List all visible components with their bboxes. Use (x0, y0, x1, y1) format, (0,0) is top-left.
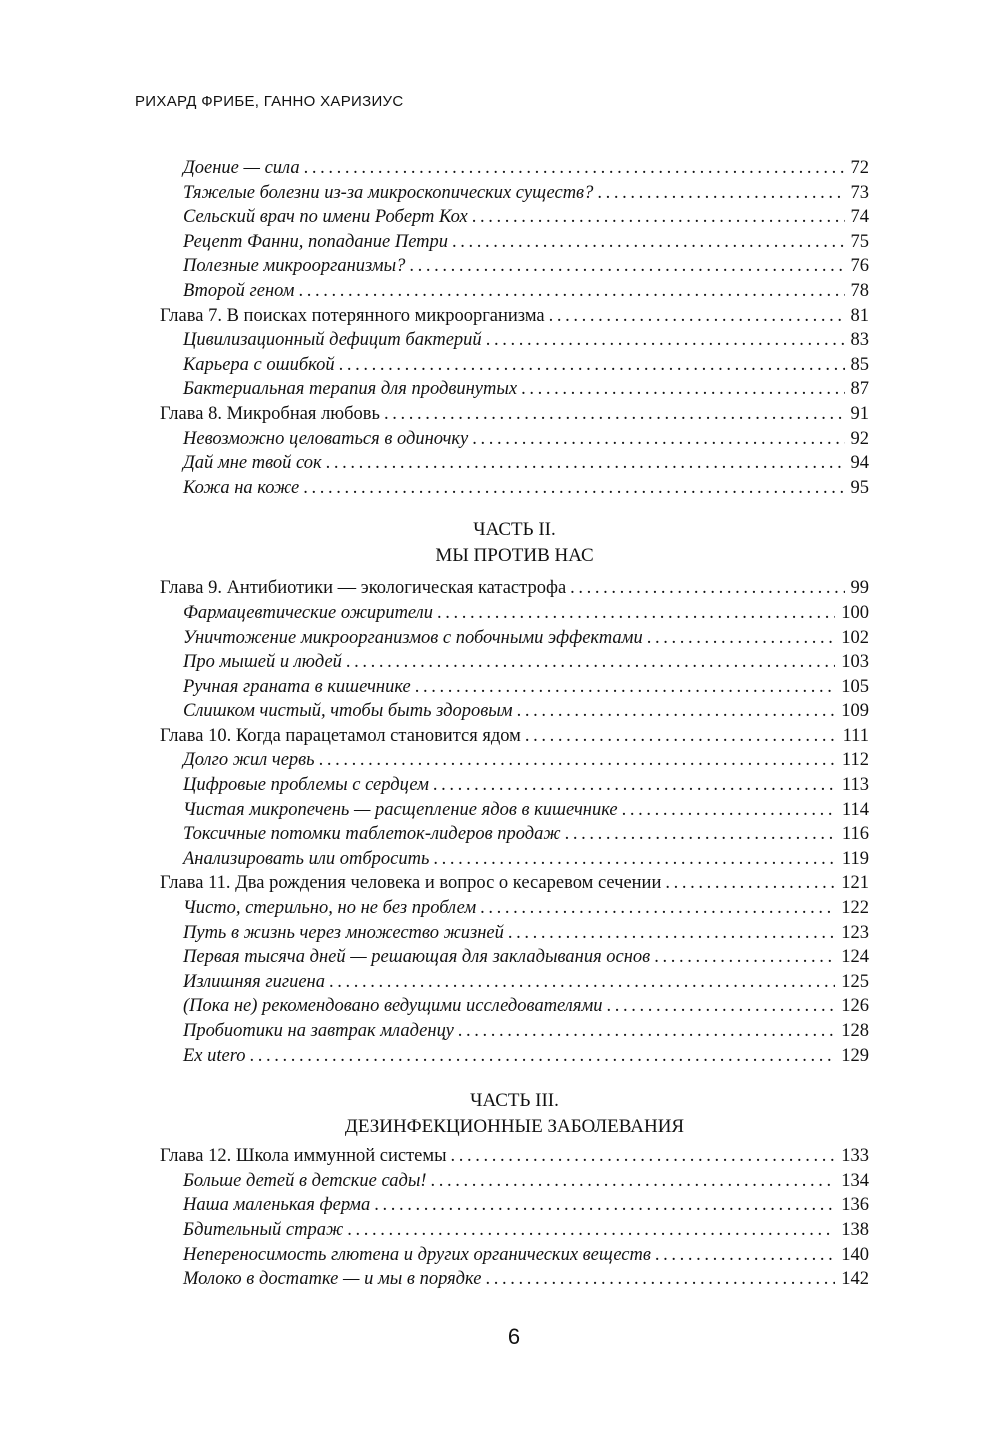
toc-section-entry (160, 626, 869, 651)
dot-leader (294, 279, 844, 304)
entry-page: 129 (841, 1045, 869, 1066)
entry-title: Дай мне твой сок (183, 453, 322, 474)
dot-leader (661, 871, 835, 896)
entry-page: 76 (850, 256, 869, 277)
dot-leader (380, 402, 845, 427)
part-heading-3 (160, 1088, 869, 1139)
entry-page: 85 (850, 354, 869, 375)
toc-section-entry (160, 798, 869, 823)
entry-page: 142 (841, 1269, 869, 1290)
entry-page: 109 (841, 701, 869, 722)
entry-title: Анализировать или отбросить (183, 848, 430, 869)
page-number: 6 (507, 1324, 521, 1349)
toc-section-entry (160, 699, 869, 724)
dot-leader (411, 675, 836, 700)
entry-page: 123 (841, 922, 869, 943)
dot-leader (468, 205, 845, 230)
toc-section-entry (160, 476, 869, 501)
toc-section-entry (160, 748, 869, 773)
entry-title: Ручная граната в кишечнике (183, 676, 411, 697)
entry-page: 125 (841, 971, 869, 992)
entry-title: Карьера с ошибкой (183, 354, 335, 375)
entry-page: 133 (841, 1146, 869, 1167)
toc-section-entry (160, 1193, 869, 1218)
entry-page: 112 (841, 750, 869, 771)
entry-page: 72 (850, 158, 869, 178)
entry-page: 94 (850, 453, 869, 474)
part-title: ДЕЗИНФЕКЦИОННЫЕ ЗАБОЛЕВАНИЯ (344, 1115, 685, 1137)
entry-title: Чистая микропечень — расщепление ядов в кишечнике (183, 799, 618, 820)
dot-leader (427, 1169, 836, 1194)
dot-leader (448, 230, 844, 255)
dot-leader (429, 773, 836, 798)
dot-leader (643, 626, 836, 651)
toc-section-entry (160, 451, 869, 476)
toc-section-entry (160, 1169, 869, 1194)
entry-title: Уничтожение микроорганизмов с побочными эффектами (183, 627, 643, 648)
dot-leader (517, 377, 844, 402)
entry-title: Глава 7. В поисках потерянного микроорганизма (160, 305, 545, 326)
toc-section-entry (160, 1019, 869, 1044)
entry-title: Тяжелые болезни из-за микроскопических существ? (183, 182, 594, 203)
running-header: РИХАРД ФРИБЕ, ГАННО ХАРИЗИУС (135, 93, 404, 110)
entry-page: 105 (841, 676, 869, 697)
toc-section-entry (160, 921, 869, 946)
entry-title: Глава 8. Микробная любовь (160, 403, 380, 424)
entry-page: 102 (841, 627, 869, 648)
toc-section-entry (160, 601, 869, 626)
entry-page: 99 (850, 578, 869, 599)
dot-leader (521, 724, 837, 749)
entry-page: 74 (850, 207, 869, 228)
toc-section-entry (160, 773, 869, 798)
entry-page: 114 (841, 799, 869, 820)
toc-section-entry (160, 847, 869, 872)
entry-title: Пробиотики на завтрак младенцу (183, 1021, 454, 1041)
entry-title: Первая тысяча дней — решающая для закладывания основ (183, 947, 651, 968)
entry-page: 140 (841, 1244, 869, 1265)
dot-leader (405, 254, 844, 279)
dot-leader (468, 427, 844, 452)
dot-leader (335, 353, 845, 378)
entry-title: Долго жил червь (183, 750, 315, 771)
toc-chapter-entry (160, 871, 869, 896)
entry-page: 116 (841, 824, 869, 845)
entry-page: 136 (841, 1195, 869, 1216)
entry-page: 75 (850, 231, 869, 252)
toc-section-entry (160, 994, 869, 1019)
entry-page: 91 (850, 403, 869, 424)
toc-section-entry (160, 279, 869, 304)
toc-section-entry (160, 427, 869, 452)
entry-title: Цифровые проблемы с сердцем (183, 775, 429, 796)
toc-section-entry (160, 896, 869, 921)
dot-leader (481, 1267, 835, 1292)
toc-block-part3 (160, 1144, 869, 1292)
part-number: ЧАСТЬ II. (473, 519, 556, 541)
entry-page: 121 (841, 873, 869, 894)
toc-section-entry (160, 181, 869, 206)
toc-chapter-entry (160, 576, 869, 601)
entry-page: 138 (841, 1219, 869, 1240)
dot-leader (651, 1243, 835, 1268)
entry-page: 95 (850, 477, 869, 498)
toc-chapter-entry (160, 402, 869, 427)
entry-title: Глава 9. Антибиотики — экологическая катастрофа (160, 578, 567, 599)
toc-section-entry (160, 377, 869, 402)
entry-title: Наша маленькая ферма (183, 1195, 371, 1216)
dot-leader (370, 1193, 835, 1218)
dot-leader (618, 798, 836, 823)
entry-title: Ex utero (183, 1045, 246, 1066)
table-of-contents (160, 156, 869, 1292)
entry-page: 113 (841, 775, 869, 796)
dot-leader (454, 1019, 835, 1044)
entry-title: Про мышей и людей (183, 652, 342, 673)
entry-title: Кожа на коже (183, 477, 300, 498)
dot-leader (429, 847, 836, 872)
entry-title: Путь в жизнь через множество жизней (183, 922, 504, 943)
entry-page: 83 (850, 330, 869, 351)
toc-section-entry (160, 945, 869, 970)
dot-leader (513, 699, 836, 724)
toc-section-entry (160, 230, 869, 255)
entry-page: 128 (841, 1021, 869, 1041)
entry-page: 122 (841, 898, 869, 919)
toc-chapter-entry (160, 304, 869, 329)
entry-page: 126 (841, 996, 869, 1017)
entry-title: Бактериальная терапия для продвинутых (183, 379, 518, 400)
toc-section-entry (160, 650, 869, 675)
entry-title: (Пока не) рекомендовано ведущими исследователями (183, 996, 603, 1017)
entry-title: Сельский врач по имени Роберт Кох (183, 207, 468, 228)
toc-section-entry (160, 970, 869, 995)
dot-leader (343, 1218, 835, 1243)
toc-section-entry (160, 156, 869, 181)
part-title: МЫ ПРОТИВ НАС (435, 544, 594, 566)
toc-section-entry (160, 254, 869, 279)
dot-leader (342, 650, 835, 675)
toc-block-part1-continued (160, 156, 869, 500)
entry-title: Цивилизационный дефицит бактерий (183, 330, 482, 351)
entry-page: 124 (841, 947, 869, 968)
toc-section-entry (160, 328, 869, 353)
dot-leader (566, 576, 844, 601)
entry-title: Бдительный страж (183, 1219, 344, 1240)
toc-section-entry (160, 1267, 869, 1292)
part-number: ЧАСТЬ III. (470, 1090, 559, 1112)
dot-leader (482, 328, 845, 353)
entry-title: Глава 10. Когда парацетамол становится ядом (160, 725, 521, 746)
entry-title: Молоко в достатке — и мы в порядке (183, 1269, 482, 1290)
entry-page: 73 (850, 182, 869, 203)
dot-leader (545, 304, 845, 329)
entry-title: Непереносимость глютена и других органических веществ (183, 1244, 651, 1265)
part-heading-2 (160, 517, 869, 568)
toc-block-part2 (160, 576, 869, 1068)
entry-title: Излишняя гигиена (183, 971, 325, 992)
entry-title: Глава 11. Два рождения человека и вопрос о кесаревом сечении (160, 873, 662, 894)
toc-section-entry (160, 675, 869, 700)
entry-page: 87 (850, 379, 869, 400)
dot-leader (433, 601, 835, 626)
toc-section-entry (160, 1243, 869, 1268)
dot-leader (315, 748, 836, 773)
toc-section-entry (160, 1044, 869, 1069)
dot-leader (299, 476, 844, 501)
dot-leader (504, 921, 835, 946)
entry-title: Чисто, стерильно, но не без проблем (183, 898, 477, 919)
dot-leader (246, 1044, 836, 1069)
entry-page: 119 (841, 848, 869, 869)
dot-leader (603, 994, 836, 1019)
dot-leader (322, 451, 845, 476)
entry-title: Доение — сила (183, 158, 300, 178)
dot-leader (476, 896, 835, 921)
entry-title: Фармацевтические ожирители (183, 602, 433, 623)
entry-title: Полезные микроорганизмы? (183, 256, 406, 277)
entry-page: 134 (841, 1170, 869, 1191)
entry-title: Слишком чистый, чтобы быть здоровым (183, 701, 513, 722)
entry-title: Рецепт Фанни, попадание Петри (183, 231, 449, 252)
entry-page: 103 (841, 652, 869, 673)
toc-section-entry (160, 1218, 869, 1243)
dot-leader (447, 1144, 836, 1169)
dot-leader (325, 970, 835, 995)
entry-page: 92 (850, 428, 869, 449)
dot-leader (561, 822, 836, 847)
entry-page: 81 (850, 305, 869, 326)
entry-title: Невозможно целоваться в одиночку (183, 428, 469, 449)
dot-leader (593, 181, 844, 206)
entry-title: Глава 12. Школа иммунной системы (160, 1146, 447, 1167)
entry-page: 78 (850, 280, 869, 301)
toc-section-entry (160, 822, 869, 847)
entry-page: 111 (842, 725, 869, 746)
toc-section-entry (160, 353, 869, 378)
entry-page: 100 (841, 602, 869, 623)
entry-title: Второй геном (183, 280, 295, 301)
toc-section-entry (160, 205, 869, 230)
dot-leader (650, 945, 835, 970)
toc-chapter-entry (160, 724, 869, 749)
dot-leader (300, 156, 845, 181)
entry-title: Больше детей в детские сады! (183, 1170, 427, 1191)
toc-chapter-entry (160, 1144, 869, 1169)
entry-title: Токсичные потомки таблеток-лидеров продаж (183, 824, 561, 845)
